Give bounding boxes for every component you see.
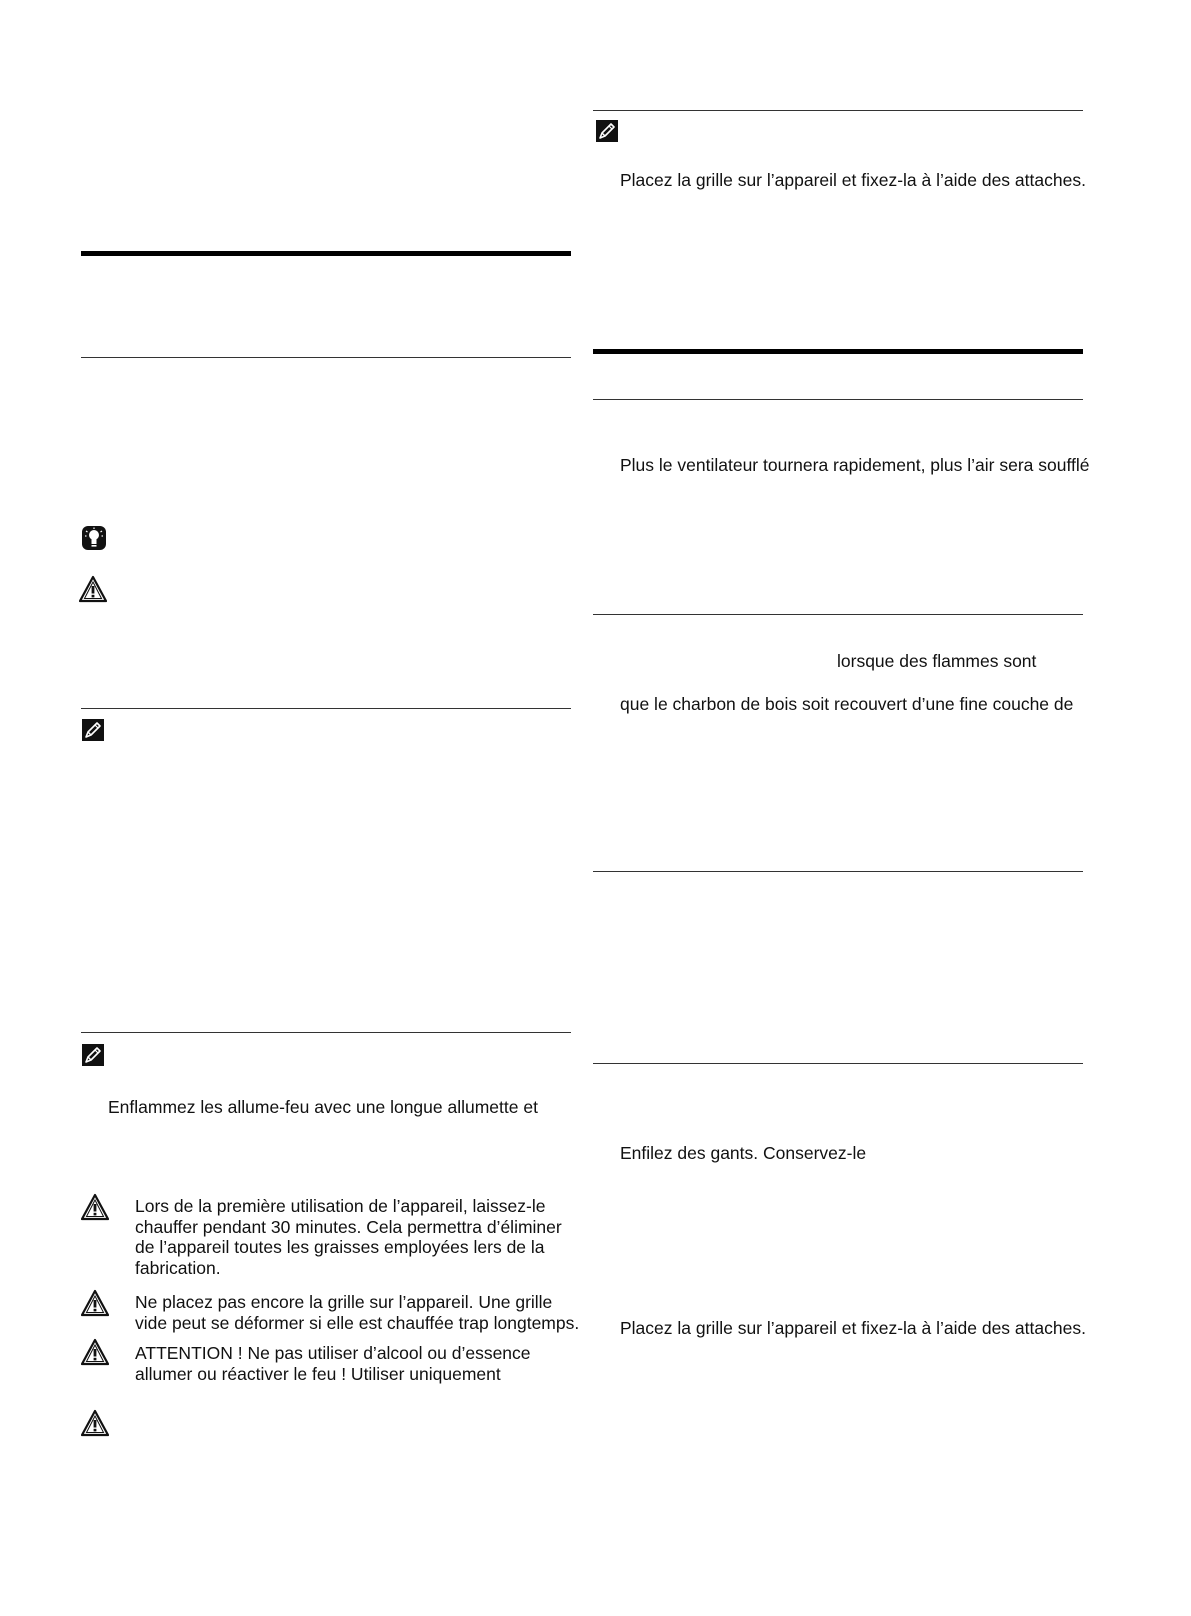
section-rule [593, 614, 1083, 615]
section-rule [593, 110, 1083, 111]
warning-text-grill: Ne placez pas encore la grille sur l’appareil. Une grille vide peut se déformer si elle est chauffée trap longtemps. [135, 1292, 580, 1333]
warning-text-alcohol: ATTENTION ! Ne pas utiliser d’alcool ou d’essence allumer ou réactiver le feu ! Utiliser uniquement [135, 1343, 531, 1384]
section-rule [81, 357, 571, 358]
lightbulb-icon [81, 525, 107, 551]
step-grill-top-text: Placez la grille sur l’appareil et fixez-la à l’aide des attaches. [620, 170, 1086, 190]
pencil-note-icon [81, 1043, 105, 1067]
step-grill-bottom-text: Placez la grille sur l’appareil et fixez-la à l’aide des attaches. [620, 1318, 1086, 1338]
section-rule [81, 1032, 571, 1033]
section-rule-thick [81, 251, 571, 256]
warning-triangle-icon [81, 1289, 109, 1317]
fan-text: Plus le ventilateur tournera rapidement, plus l’air sera soufflé [620, 455, 1090, 475]
section-rule-thick [593, 349, 1083, 354]
warning-triangle-icon [81, 1193, 109, 1221]
warning-triangle-icon [81, 1338, 109, 1366]
section-rule [593, 871, 1083, 872]
charcoal-text: que le charbon de bois soit recouvert d’une fine couche de [620, 694, 1074, 714]
gloves-text: Enfilez des gants. Conservez-le [620, 1143, 867, 1163]
pencil-note-icon [595, 119, 619, 143]
step-light-text: Enflammez les allume-feu avec une longue allumette et [108, 1097, 538, 1117]
warning-triangle-icon [81, 1409, 109, 1437]
section-rule [81, 708, 571, 709]
pencil-note-icon [81, 718, 105, 742]
flames-text: lorsque des flammes sont [837, 651, 1037, 671]
section-rule [593, 399, 1083, 400]
warning-text-first-use: Lors de la première utilisation de l’appareil, laissez-le chauffer pendant 30 minutes. Cela permettra d’éliminer de l’appareil toutes les graisses employées lers de la fabrication. [135, 1196, 562, 1278]
warning-triangle-icon [79, 575, 107, 603]
section-rule [593, 1063, 1083, 1064]
